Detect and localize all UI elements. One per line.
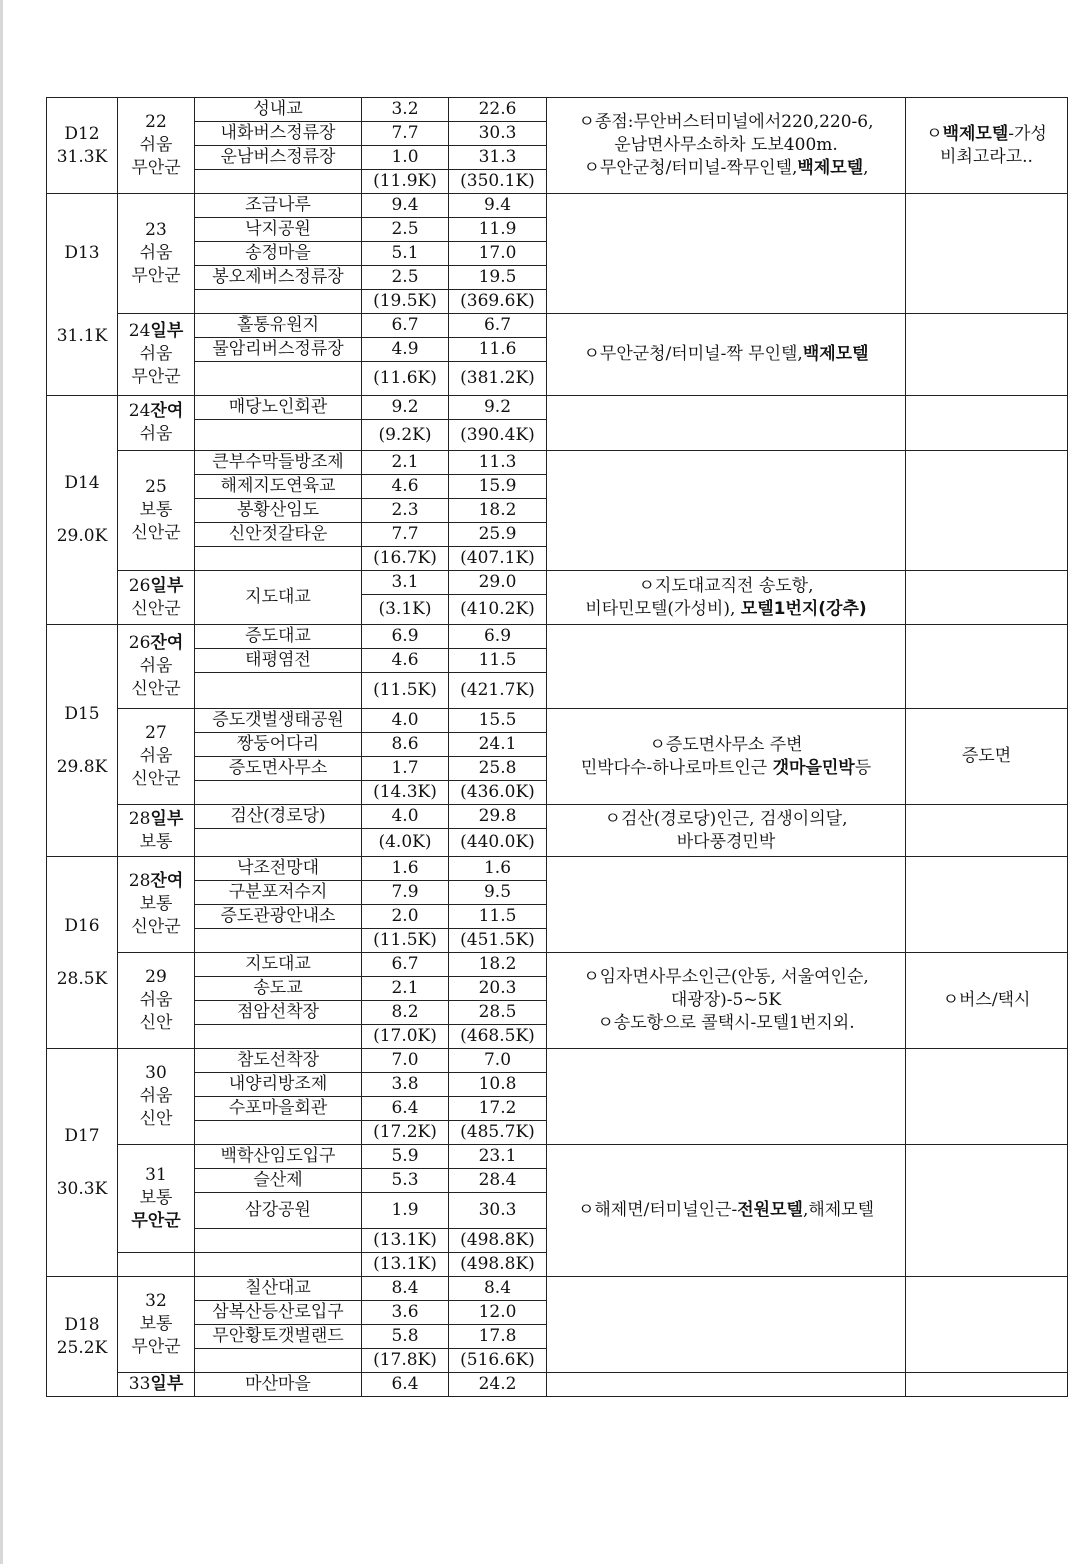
stage-number: 33 [128,1374,151,1394]
stage-number: 26 [128,575,151,596]
stage-level: 쉬움 [139,424,173,444]
day-label: D17 [64,1125,100,1146]
lodging-note [547,451,906,571]
waypoint-name [195,929,362,953]
subtotal-cumulative: (498.8K) [449,1253,547,1277]
waypoint-name [195,290,362,314]
segment-distance: 4.0 [362,709,449,733]
waypoint-name [195,1025,362,1049]
itinerary-table [46,97,1068,1397]
waypoint-name: 송도교 [195,977,362,1001]
waypoint-name: 슬산제 [195,1169,362,1193]
waypoint-name: 증도관광안내소 [195,905,362,929]
waypoint-name: 점암선착장 [195,1001,362,1025]
segment-distance: 2.1 [362,977,449,1001]
cumulative-distance: 8.4 [449,1277,547,1301]
cumulative-distance: 9.5 [449,881,547,905]
day-label: D16 [64,915,100,936]
subtotal-cumulative: (390.4K) [449,420,547,451]
lodging-note: ㅇ무안군청/터미널-짝 무인텔,백제모텔 [547,314,906,396]
cumulative-distance: 9.4 [449,194,547,218]
stage-cell [118,1373,195,1397]
cumulative-distance: 29.0 [449,571,547,595]
subtotal-distance: (14.3K) [362,781,449,805]
stage-cell [118,396,195,451]
waypoint-name: 낙조전망대 [195,857,362,881]
stage-level: 쉬움 [139,990,173,1010]
stage-suffix: 잔여 [150,401,184,421]
waypoint-name: 낙지공원 [195,218,362,242]
waypoint-name [195,362,362,396]
waypoint-name: 큰부수막들방조제 [195,451,362,475]
waypoint-name: 내화버스정류장 [195,122,362,146]
cumulative-distance: 9.2 [449,396,547,420]
cumulative-distance: 7.0 [449,1049,547,1073]
stage-cell [118,194,195,314]
cumulative-distance: 24.1 [449,733,547,757]
cumulative-distance: 15.9 [449,475,547,499]
day-label: D12 [64,123,100,144]
subtotal-distance: (17.8K) [362,1349,449,1373]
stage-number: 28 [128,808,151,829]
subtotal-distance: (11.5K) [362,673,449,709]
waypoint-name: 내양리방조제 [195,1073,362,1097]
cumulative-distance: 24.2 [449,1373,547,1397]
stage-suffix: 일부 [150,808,184,829]
lodging-note [547,1049,906,1145]
stage-cell [118,953,195,1049]
extra-note [906,194,1068,314]
subtotal-distance: (16.7K) [362,547,449,571]
stage-cell [118,1145,195,1253]
segment-distance: 2.1 [362,451,449,475]
stage-level: 쉬움 [139,656,173,676]
stage-level: 쉬움 [139,1086,173,1106]
stage-region: 신안 [139,1013,173,1033]
waypoint-name: 물암리버스정류장 [195,338,362,362]
cumulative-distance: 11.9 [449,218,547,242]
segment-distance: 4.0 [362,805,449,829]
waypoint-name: 송정마을 [195,242,362,266]
segment-distance: 6.4 [362,1097,449,1121]
stage-suffix: 일부 [150,1374,184,1394]
subtotal-distance: (11.6K) [362,362,449,396]
segment-distance: 2.0 [362,905,449,929]
waypoint-name: 성내교 [195,98,362,122]
stage-region: 신안군 [131,598,181,619]
waypoint-name: 검산(경로당) [195,805,362,829]
stage-suffix: 일부 [150,575,184,596]
segment-distance: 8.6 [362,733,449,757]
subtotal-cumulative: (350.1K) [449,170,547,194]
waypoint-name: 삼복산등산로입구 [195,1301,362,1325]
cumulative-distance: 6.7 [449,314,547,338]
waypoint-name [195,420,362,451]
segment-distance: 3.8 [362,1073,449,1097]
cumulative-distance: 12.0 [449,1301,547,1325]
segment-distance: 3.2 [362,98,449,122]
extra-note: ㅇ백제모텔-가성 비최고라고.. [906,98,1068,194]
cumulative-distance: 6.9 [449,625,547,649]
subtotal-cumulative: (485.7K) [449,1121,547,1145]
stage-level: 보통 [139,500,173,520]
day-label: D13 [64,242,100,263]
stage-cell [118,709,195,805]
waypoint-name [195,829,362,857]
cumulative-distance: 18.2 [449,953,547,977]
subtotal-distance: (19.5K) [362,290,449,314]
day-cell [47,1049,118,1277]
segment-distance: 6.7 [362,314,449,338]
stage-suffix: 일부 [150,321,184,341]
subtotal-distance: (13.1K) [362,1253,449,1277]
day-distance: 25.2K [56,1337,108,1358]
waypoint-name: 지도대교 [195,953,362,977]
waypoint-name [195,1121,362,1145]
subtotal-distance: (17.0K) [362,1025,449,1049]
segment-distance: 7.7 [362,122,449,146]
segment-distance: 8.4 [362,1277,449,1301]
cumulative-distance: 30.3 [449,1193,547,1229]
cumulative-distance: 11.6 [449,338,547,362]
stage-suffix: 잔여 [150,633,184,653]
segment-distance: 8.2 [362,1001,449,1025]
waypoint-name: 칠산대교 [195,1277,362,1301]
stage-level: 보통 [139,831,173,852]
waypoint-name: 신안젓갈타운 [195,523,362,547]
extra-note [906,1277,1068,1373]
segment-distance: 3.6 [362,1301,449,1325]
stage-level: 쉬움 [139,135,173,155]
cumulative-distance: 17.0 [449,242,547,266]
stage-cell [118,1049,195,1145]
subtotal-distance: (4.0K) [362,829,449,857]
day-distance: 29.8K [56,756,108,777]
segment-distance: 7.0 [362,1049,449,1073]
stage-number: 24 [128,401,151,421]
extra-note [906,451,1068,571]
waypoint-name: 조금나루 [195,194,362,218]
cumulative-distance: 20.3 [449,977,547,1001]
cumulative-distance: 23.1 [449,1145,547,1169]
segment-distance: 9.2 [362,396,449,420]
segment-distance: 1.0 [362,146,449,170]
lodging-note [547,194,906,314]
waypoint-name: 수포마을회관 [195,1097,362,1121]
cumulative-distance: 1.6 [449,857,547,881]
segment-distance: 9.4 [362,194,449,218]
extra-note [906,805,1068,857]
segment-distance: 5.9 [362,1145,449,1169]
subtotal-distance: (11.5K) [362,929,449,953]
day-distance: 31.1K [56,325,108,346]
lodging-note [547,1277,906,1373]
day-cell [47,625,118,857]
day-distance: 30.3K [56,1178,108,1199]
waypoint-name: 봉오제버스정류장 [195,266,362,290]
lodging-note: ㅇ해제면/터미널인근-전원모텔,해제모텔 [547,1145,906,1277]
subtotal-cumulative: (436.0K) [449,781,547,805]
waypoint-name: 마산마을 [195,1373,362,1397]
stage-region: 신안 [139,1109,173,1129]
cumulative-distance: 17.2 [449,1097,547,1121]
stage-number: 25 [145,477,167,497]
waypoint-name: 운남버스정류장 [195,146,362,170]
cumulative-distance: 25.9 [449,523,547,547]
segment-distance: 6.4 [362,1373,449,1397]
stage-level: 보통 [139,1188,173,1208]
waypoint-name: 해제지도연육교 [195,475,362,499]
stage-number: 28 [128,871,151,891]
cumulative-distance: 30.3 [449,122,547,146]
waypoint-name: 백학산임도입구 [195,1145,362,1169]
extra-note [906,571,1068,625]
stage-cell [118,571,195,625]
segment-distance: 1.7 [362,757,449,781]
cumulative-distance: 29.8 [449,805,547,829]
extra-note [906,625,1068,709]
lodging-note: ㅇ증도면사무소 주변 민박다수-하나로마트인근 갯마을민박등 [547,709,906,805]
lodging-note: ㅇ임자면사무소인근(안동, 서울여인순, 대광장)-5~5K ㅇ송도항으로 콜택시-모텔1번지외. [547,953,906,1049]
waypoint-name: 봉황산임도 [195,499,362,523]
subtotal-cumulative: (498.8K) [449,1229,547,1253]
stage-number: 32 [145,1291,167,1311]
stage-level: 보통 [139,1314,173,1334]
subtotal-cumulative: (421.7K) [449,673,547,709]
waypoint-name [195,1229,362,1253]
subtotal-cumulative: (451.5K) [449,929,547,953]
cumulative-distance: 11.5 [449,649,547,673]
day-label: D15 [64,703,100,724]
segment-distance: 2.5 [362,266,449,290]
stage-region: 신안군 [131,679,181,699]
extra-note [906,1145,1068,1277]
stage-cell [118,451,195,571]
stage-number: 22 [145,112,167,132]
extra-note [906,1049,1068,1145]
waypoint-name: 증도갯벌생태공원 [195,709,362,733]
segment-distance: 6.7 [362,953,449,977]
stage-number: 29 [145,967,167,987]
stage-cell [118,625,195,709]
subtotal-cumulative: (440.0K) [449,829,547,857]
subtotal-distance: (13.1K) [362,1229,449,1253]
cumulative-distance: 11.5 [449,905,547,929]
segment-distance: 4.9 [362,338,449,362]
stage-number: 26 [128,633,151,653]
subtotal-cumulative: (516.6K) [449,1349,547,1373]
stage-cell [118,1253,195,1277]
lodging-note [547,625,906,709]
stage-number: 23 [145,220,167,240]
segment-distance: 1.9 [362,1193,449,1229]
extra-note [906,314,1068,396]
cumulative-distance: 11.3 [449,451,547,475]
stage-cell [118,805,195,857]
waypoint-name [195,1253,362,1277]
day-cell [47,857,118,1049]
cumulative-distance: 15.5 [449,709,547,733]
waypoint-name: 참도선착장 [195,1049,362,1073]
subtotal-cumulative: (410.2K) [449,595,547,625]
subtotal-cumulative: (369.6K) [449,290,547,314]
lodging-note [547,1373,906,1397]
segment-distance: 6.9 [362,625,449,649]
extra-note [906,857,1068,953]
extra-note [906,1373,1068,1397]
stage-region: 신안군 [131,917,181,937]
extra-note [906,396,1068,451]
stage-region: 무안군 [131,1211,181,1231]
page-edge [0,0,3,1564]
lodging-note [547,857,906,953]
cumulative-distance: 31.3 [449,146,547,170]
cumulative-distance: 18.2 [449,499,547,523]
cumulative-distance: 28.5 [449,1001,547,1025]
stage-number: 27 [145,723,167,743]
stage-cell [118,857,195,953]
segment-distance: 2.5 [362,218,449,242]
subtotal-distance: (3.1K) [362,595,449,625]
extra-note: 증도면 [906,709,1068,805]
stage-level: 보통 [139,894,173,914]
waypoint-name: 태평염전 [195,649,362,673]
stage-region: 신안군 [131,769,181,789]
stage-region: 신안군 [131,523,181,543]
cumulative-distance: 19.5 [449,266,547,290]
waypoint-name: 지도대교 [195,571,362,625]
extra-note: ㅇ버스/택시 [906,953,1068,1049]
waypoint-name [195,781,362,805]
waypoint-name: 증도면사무소 [195,757,362,781]
cumulative-distance: 10.8 [449,1073,547,1097]
day-distance: 29.0K [56,526,108,546]
subtotal-distance: (11.9K) [362,170,449,194]
waypoint-name [195,673,362,709]
stage-level: 쉬움 [139,746,173,766]
segment-distance: 4.6 [362,649,449,673]
stage-suffix: 잔여 [150,871,184,891]
waypoint-name: 홀통유원지 [195,314,362,338]
waypoint-name: 삼강공원 [195,1193,362,1229]
cumulative-distance: 28.4 [449,1169,547,1193]
day-cell [47,194,118,396]
day-distance: 31.3K [56,146,108,167]
lodging-note: ㅇ검산(경로당)인근, 검생이의달, 바다풍경민박 [547,805,906,857]
waypoint-name [195,547,362,571]
stage-number: 30 [145,1063,167,1083]
stage-cell [118,98,195,194]
day-cell [47,396,118,625]
subtotal-distance: (9.2K) [362,420,449,451]
segment-distance: 5.3 [362,1169,449,1193]
subtotal-cumulative: (407.1K) [449,547,547,571]
waypoint-name: 짱둥어다리 [195,733,362,757]
segment-distance: 5.8 [362,1325,449,1349]
cumulative-distance: 25.8 [449,757,547,781]
stage-number: 24 [128,321,151,341]
segment-distance: 7.9 [362,881,449,905]
waypoint-name: 증도대교 [195,625,362,649]
day-label: D14 [64,473,100,493]
waypoint-name [195,1349,362,1373]
subtotal-cumulative: (468.5K) [449,1025,547,1049]
stage-level: 쉬움 [139,243,173,263]
cumulative-distance: 22.6 [449,98,547,122]
day-label: D18 [64,1314,100,1335]
subtotal-distance: (17.2K) [362,1121,449,1145]
lodging-note: ㅇ지도대교직전 송도항, 비타민모텔(가성비), 모텔1번지(강추) [547,571,906,625]
stage-region: 무안군 [131,367,181,387]
cumulative-distance: 17.8 [449,1325,547,1349]
segment-distance: 2.3 [362,499,449,523]
stage-cell [118,314,195,396]
stage-cell [118,1277,195,1373]
lodging-note [547,396,906,451]
stage-region: 무안군 [131,266,181,286]
stage-region: 무안군 [131,1337,181,1357]
segment-distance: 3.1 [362,571,449,595]
day-cell [47,1277,118,1397]
stage-number: 31 [145,1165,167,1185]
segment-distance: 1.6 [362,857,449,881]
waypoint-name [195,170,362,194]
day-cell [47,98,118,194]
stage-region: 무안군 [131,158,181,178]
stage-level: 쉬움 [139,344,173,364]
segment-distance: 4.6 [362,475,449,499]
subtotal-cumulative: (381.2K) [449,362,547,396]
segment-distance: 7.7 [362,523,449,547]
segment-distance: 5.1 [362,242,449,266]
waypoint-name: 무안황토갯벌랜드 [195,1325,362,1349]
waypoint-name: 매당노인회관 [195,396,362,420]
waypoint-name: 구분포저수지 [195,881,362,905]
lodging-note: ㅇ종점:무안버스터미널에서220,220-6, 운남면사무소하차 도보400m. ㅇ무안군청/터미널-짝무인텔,백제모텔, [547,98,906,194]
day-distance: 28.5K [56,968,108,989]
